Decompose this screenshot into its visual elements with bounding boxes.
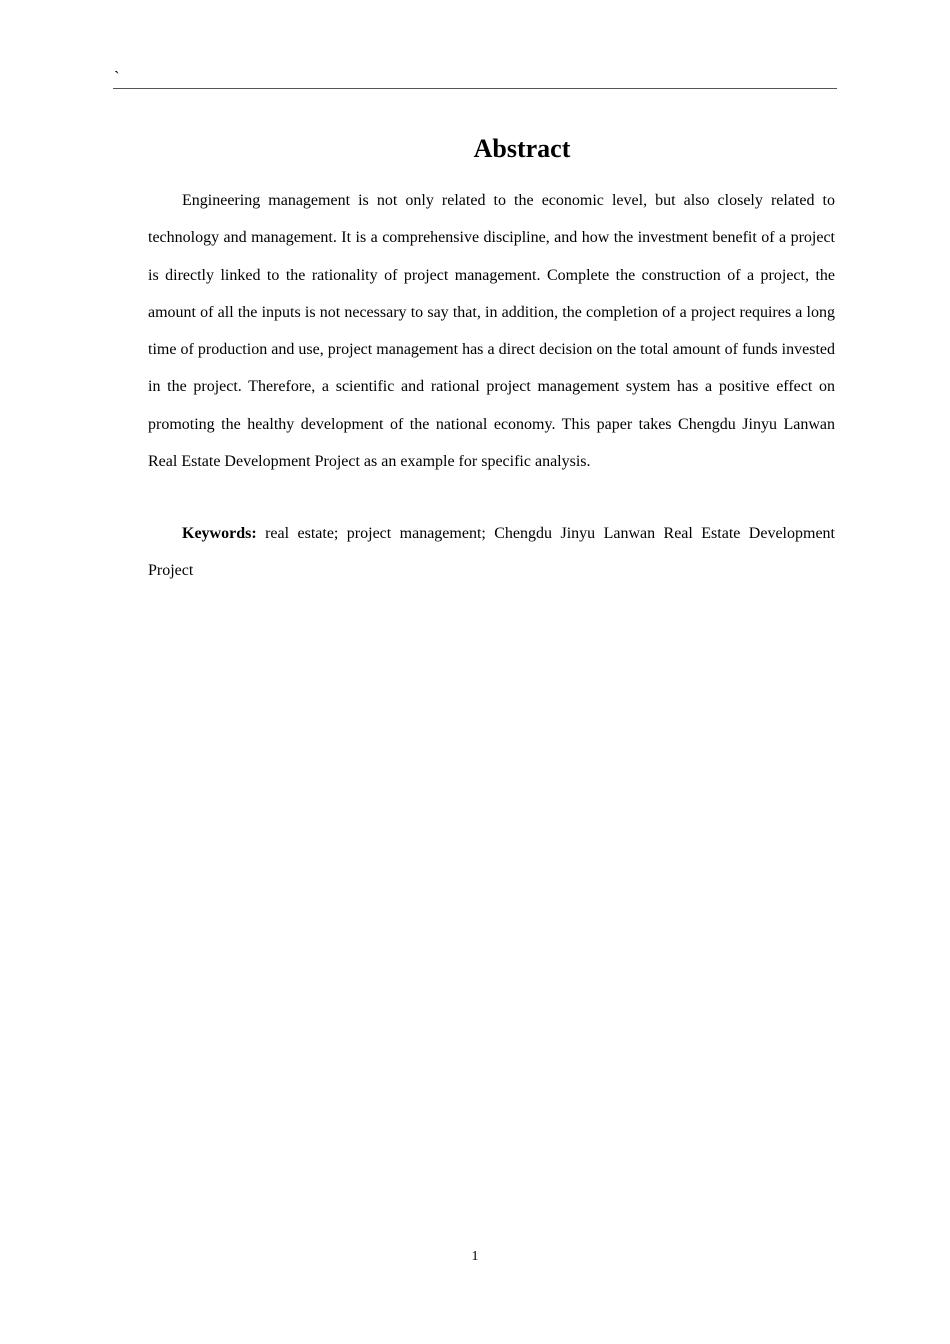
abstract-body: Engineering management is not only related to the economic level, but also closely related to technology and management. It is a comprehensive discipline, and how the investment benefit of a project is directly linked to the rationality of project management. Complete the construction of a project, the amount of all the inputs is not necessary to say that, in addition, the completion of a project requires a long time of production and use, project management has a direct decision on the total amount of funds invested in the project. Therefore, a scientific and rational project management system has a positive effect on promoting the healthy development of the national economy. This paper takes Chengdu Jinyu Lanwan Real Estate Development Project as an example for specific analysis.: [148, 192, 835, 471]
keywords-label: Keywords:: [182, 525, 257, 542]
keywords-paragraph: [148, 515, 835, 590]
abstract-title: Abstract: [473, 134, 571, 163]
header-divider: [113, 88, 837, 89]
header-mark: `: [114, 68, 120, 87]
page-number: 1: [471, 1249, 479, 1264]
keywords-text: real estate; project management; Chengdu Jinyu Lanwan Real Estate Development Project: [148, 525, 835, 580]
